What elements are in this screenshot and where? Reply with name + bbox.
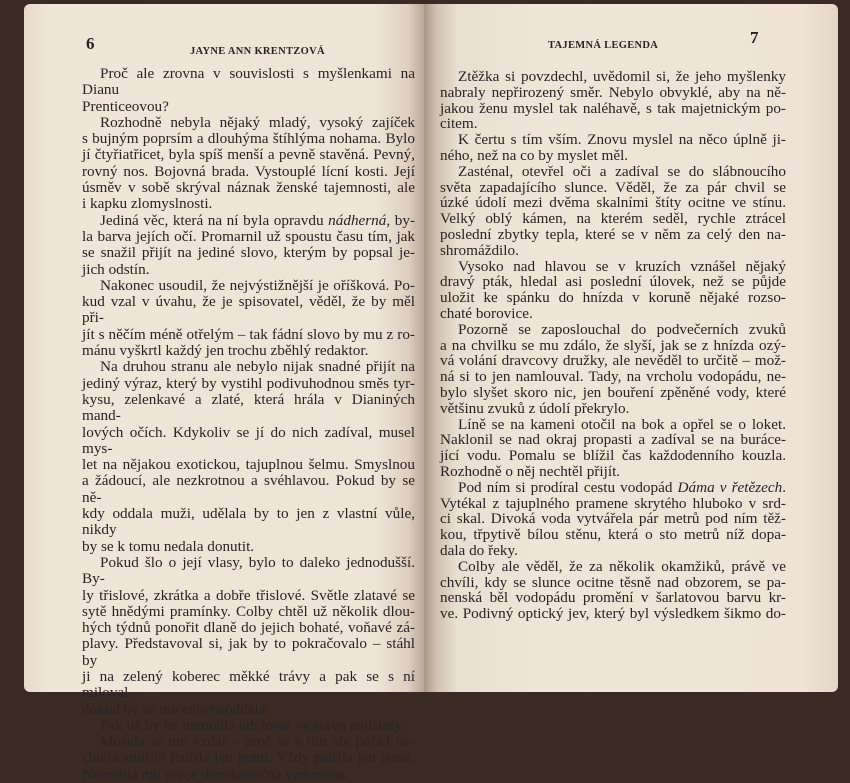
- page-number: 6: [86, 34, 95, 53]
- body-text: [440, 69, 786, 622]
- right-page: [424, 4, 838, 692]
- text-line: hých týdnů ponořit dlaně do jejich bohaté, voňavé zá-: [82, 619, 415, 637]
- text-line: ného, než na co by myslet měl.: [440, 146, 629, 164]
- text-line: Ztěžka si povzdechl, uvědomil si, že jeho myšlenky: [458, 68, 786, 85]
- text-line: Líně se na kameni otočil na bok a opřel se o loket.: [458, 415, 786, 433]
- text-line: úzké údolí mezi dvěma skalními štíty ocitne ve stínu.: [440, 194, 786, 212]
- text-line: chtěla smířit? Patřila jen jemu. Vždy patřila jen jemu.: [82, 749, 415, 767]
- text-line: by se k tomu nedala donutit.: [82, 537, 255, 555]
- text-line: citem.: [440, 115, 478, 133]
- text-line: ve. Podivný optický jev, který byl výsledkem šikmo do-: [440, 605, 786, 623]
- text-line: Velký oblý kámen, na kterém seděl, rychle ztrácel: [440, 210, 786, 228]
- text-line: jich odstín.: [82, 260, 150, 278]
- text-line: jí čtyřiatřicet, byla spíš menší a pevně stavěná. Pevný,: [82, 146, 415, 164]
- text-line: kou, třpytivě bílou stěnu, která o sto metrů níž dopa-: [440, 526, 786, 544]
- text-line: nenská běl vodopádu promění v šarlatovou barvu kr-: [440, 589, 786, 607]
- running-head: TAJEMNÁ LEGENDA: [548, 40, 659, 51]
- text-line: jakou ženu myslel tak naléhavě, s tak majetnickým po-: [440, 99, 786, 117]
- text-line: sytě hnědými pramínky. Colby chtěl už několik dlou-: [82, 602, 415, 620]
- running-head: JAYNE ANN KRENTZOVÁ: [190, 46, 325, 57]
- text-line: Naklonil se nad okraj propasti a zadíval se na buráce-: [440, 431, 786, 449]
- text-line: a na chvilku se mu zdálo, že slyší, jak se z hnízda ozý-: [440, 336, 786, 354]
- text-line: kysu, zelenkavé a zlaté, která hrála v Dianiných mand-: [82, 390, 415, 425]
- text-line: Rozhodně nebyla nějaký mladý, vysoký zajíček: [100, 113, 415, 131]
- text-line: dala do řeky.: [440, 541, 518, 559]
- text-line: Na druhou stranu ale nebylo nijak snadné přijít na: [100, 358, 415, 376]
- text-line: Pozorně se zaposlouchal do podvečerních zvuků: [458, 320, 786, 338]
- text-line: let na nějakou exotickou, tajuplnou šelmu. Smyslnou: [82, 456, 415, 474]
- text-line: la barva jejích očí. Promarnil už spoustu času tím, jak: [82, 227, 415, 245]
- text-line: většinu zvuků z údolí překrylo.: [440, 399, 630, 417]
- text-line: lových očích. Kdykoliv se jí do nich zadíval, musel mys-: [82, 423, 415, 457]
- text-line: Jediná věc, která na ní byla opravdu nádherná, by-: [100, 211, 415, 229]
- text-line: Vysoko nad hlavou se v kruzích vznášel nějaký: [458, 257, 786, 275]
- text-line: jící vodu. Pomalu se blížil čas každodenního kouzla.: [440, 447, 786, 465]
- text-line: jít s něčím méně otřelým – tak fádní slovo by mu z ro-: [82, 325, 415, 343]
- text-line: Rozhodně o něj nechtěl přijít.: [440, 462, 621, 480]
- text-line: Proč ale zrovna v souvislosti s myšlenkami na Dianu: [82, 65, 415, 99]
- text-line: vá volání dravcovy družky, ale nevěděl to určitě – mož-: [440, 352, 786, 370]
- text-line: Pak už by ho nemohla udržovat ve stavu nejistoty.: [100, 716, 405, 734]
- text-line: kdy oddala muži, udělala by to jen z vlastní vůle, nikdy: [82, 505, 415, 539]
- text-line: ná si to jen namlouval. Tady, na vrcholu vodopádu, ne-: [440, 368, 786, 386]
- text-line: ji na zelený koberec měkké trávy a pak se s ní miloval,: [82, 667, 415, 702]
- text-line: kud vzal v úvahu, že je spisovatel, věděl, že by měl při-: [82, 293, 415, 327]
- text-line: Nemohla mu přece donekonečna vzdorovat.: [82, 765, 350, 783]
- text-line: dokud by se mu cele neoddala.: [82, 700, 270, 718]
- text-line: Musela se mu vzdát – proč se s tím ale pořád ne-: [100, 733, 415, 751]
- text-line: Zasténal, otevřel oči a zadíval se do slábnoucího: [458, 162, 786, 180]
- text-line: a žádoucí, ale nezkrotnou a svéhlavou. Pokud by se ně-: [82, 472, 415, 506]
- text-line: úsměv v sobě skrýval náznak ženské tajemnosti, ale: [82, 179, 415, 197]
- text-line: světa zapadajícího slunce. Věděl, že za pár chvil se: [440, 178, 786, 196]
- text-line: bylo slyšet skoro nic, jen bouření zpěněné vody, které: [440, 383, 786, 401]
- italic-text: Dáma v řetězech: [677, 478, 783, 496]
- text-line: Pokud šlo o její vlasy, bylo to daleko jednodušší. By-: [82, 553, 415, 588]
- text-line: i kapku zlomyslnosti.: [82, 195, 213, 213]
- text-line: ly třislové, zkrátka a dobře třislové. Světle zlatavé se: [82, 586, 415, 604]
- text-line: se snažil přijít na jediné slovo, kterým by popsal je-: [82, 244, 415, 262]
- text-line: nabraly nepřirozený směr. Nebylo obvyklé, aby na ně-: [440, 83, 786, 101]
- text-line: uložit ke spánku do hnízda v koruně nějaké rozso-: [440, 289, 786, 307]
- text-line: rovný nos. Bojovná brada. Vystouplé lícní kosti. Její: [82, 162, 415, 180]
- text-line: K čertu s tím vším. Znovu myslel na něco úplně ji-: [458, 131, 786, 149]
- text-line: jediný výraz, který by vystihl podivuhodnou směs tyr-: [82, 374, 415, 392]
- text-line: mánu vyškrtl každý jen trochu zběhlý redaktor.: [82, 342, 369, 360]
- page-number: 7: [750, 28, 759, 47]
- text-line: Pod ním si prodíral cestu vodopád Dáma v řetězech.: [458, 478, 786, 496]
- text-line: Prenticeovou?: [82, 97, 169, 115]
- body-text: [82, 66, 415, 783]
- text-line: dravý pták, hledal asi poslední úlovek, než se půjde: [440, 273, 786, 291]
- text-line: poslední zbytky tepla, které se v něm za celý den na-: [440, 225, 786, 243]
- left-page: [24, 4, 424, 783]
- text-line: chvíli, kdy se slunce ocitne těsně nad obzorem, se pa-: [440, 573, 786, 591]
- text-line: shromáždilo.: [440, 241, 519, 259]
- text-line: s bujným poprsím a dlouhýma štíhlýma nohama. Bylo: [82, 130, 415, 148]
- text-line: Nakonec usoudil, že nejvýstižnější je oříšková. Po-: [100, 276, 415, 294]
- italic-text: nádherná: [328, 211, 387, 229]
- text-line: ci skal. Divoká voda vytvářela pár metrů pod ním těž-: [440, 510, 786, 528]
- text-line: Vytékal z tajuplného pramene skrytého hluboko v srd-: [440, 494, 786, 512]
- text-line: plavy. Představoval si, jak by to pokračovalo – stáhl by: [82, 635, 415, 669]
- text-line: chaté borovice.: [440, 304, 533, 322]
- text-line: Colby ale věděl, že za několik okamžiků, právě ve: [458, 557, 786, 575]
